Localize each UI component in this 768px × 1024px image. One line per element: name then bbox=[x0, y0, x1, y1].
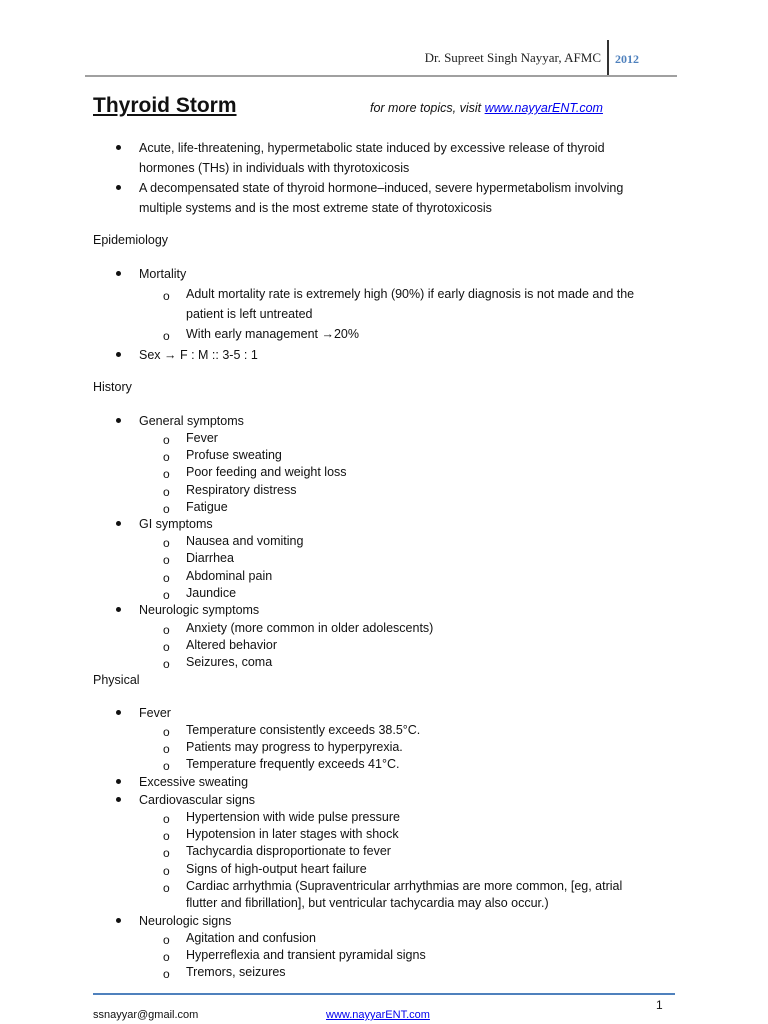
fever-item: Temperature frequently exceeds 41°C. bbox=[186, 757, 400, 771]
mortality-item1-line1: Adult mortality rate is extremely high (90%) if early diagnosis is not made and the bbox=[186, 287, 635, 301]
mortality-item2: With early management →20% bbox=[186, 327, 359, 341]
general-symptom-item: Fatigue bbox=[186, 500, 228, 514]
circle-bullet-icon: o bbox=[163, 829, 170, 843]
circle-bullet-icon: o bbox=[163, 864, 170, 878]
page-number: 1 bbox=[656, 998, 663, 1012]
circle-bullet-icon: o bbox=[163, 881, 170, 895]
bullet-icon bbox=[116, 521, 121, 526]
header-rule bbox=[85, 75, 677, 77]
history-heading: History bbox=[93, 380, 132, 394]
fever-item: Temperature consistently exceeds 38.5°C. bbox=[186, 723, 421, 737]
cardio-arrhythmia-line1: Cardiac arrhythmia (Supraventricular arrhythmias are more common, [eg, atrial bbox=[186, 879, 623, 893]
circle-bullet-icon: o bbox=[163, 657, 170, 671]
gi-symptom-item: Diarrhea bbox=[186, 551, 234, 565]
intro-1-line1: Acute, life-threatening, hypermetabolic state induced by excessive release of thyroid bbox=[139, 141, 605, 155]
visit-note bbox=[370, 101, 603, 115]
circle-bullet-icon: o bbox=[163, 846, 170, 860]
circle-bullet-icon: o bbox=[163, 967, 170, 981]
circle-bullet-icon: o bbox=[163, 725, 170, 739]
circle-bullet-icon: o bbox=[163, 950, 170, 964]
cardio-item: Signs of high-output heart failure bbox=[186, 862, 367, 876]
mortality-item1-line2: patient is left untreated bbox=[186, 307, 313, 321]
bullet-icon bbox=[116, 185, 121, 190]
circle-bullet-icon: o bbox=[163, 640, 170, 654]
cardio-item: Tachycardia disproportionate to fever bbox=[186, 844, 391, 858]
gi-symptom-item: Abdominal pain bbox=[186, 569, 273, 583]
circle-bullet-icon: o bbox=[163, 812, 170, 826]
general-symptom-item: Respiratory distress bbox=[186, 483, 297, 497]
circle-bullet-icon: o bbox=[163, 467, 170, 481]
bullet-icon bbox=[116, 710, 121, 715]
excessive-sweating: Excessive sweating bbox=[139, 775, 249, 789]
intro-2-line1: A decompensated state of thyroid hormone–induced, severe hypermetabolism involving bbox=[139, 181, 624, 195]
intro-1-line2: hormones (THs) in individuals with thyrotoxicosis bbox=[139, 161, 410, 175]
bullet-icon bbox=[116, 607, 121, 612]
fever-label: Fever bbox=[139, 706, 171, 720]
header-author: Dr. Supreet Singh Nayyar, AFMC bbox=[424, 50, 601, 65]
bullet-icon bbox=[116, 779, 121, 784]
circle-bullet-icon: o bbox=[163, 571, 170, 585]
neuro-sign-item: Tremors, seizures bbox=[186, 965, 286, 979]
mortality-label: Mortality bbox=[139, 267, 187, 281]
general-symptom-item: Fever bbox=[186, 431, 218, 445]
gi-symptom-item: Nausea and vomiting bbox=[186, 534, 304, 548]
cardio-item: Hypertension with wide pulse pressure bbox=[186, 810, 400, 824]
bullet-icon bbox=[116, 145, 121, 150]
circle-bullet-icon: o bbox=[163, 536, 170, 550]
neurologic-symptoms-label: Neurologic symptoms bbox=[139, 603, 260, 617]
footer-site-link[interactable]: www.nayyarENT.com bbox=[326, 1009, 430, 1021]
page-title: Thyroid Storm bbox=[93, 94, 237, 117]
cardio-arrhythmia-line2: flutter and fibrillation], but ventricular tachycardia may also occur.) bbox=[186, 896, 549, 910]
header-year: 2012 bbox=[615, 52, 639, 66]
neuro-symptom-item: Anxiety (more common in older adolescents) bbox=[186, 621, 434, 635]
visit-prefix: for more topics, visit bbox=[370, 101, 485, 115]
neuro-sign-item: Hyperreflexia and transient pyramidal signs bbox=[186, 948, 426, 962]
general-symptoms-label: General symptoms bbox=[139, 414, 244, 428]
circle-bullet-icon: o bbox=[163, 742, 170, 756]
footer-email: ssnayyar@gmail.com bbox=[93, 1009, 199, 1021]
circle-bullet-icon: o bbox=[163, 933, 170, 947]
bullet-icon bbox=[116, 352, 121, 357]
gi-symptoms-label: GI symptoms bbox=[139, 517, 213, 531]
circle-bullet-icon: o bbox=[163, 502, 170, 516]
general-symptom-item: Poor feeding and weight loss bbox=[186, 465, 347, 479]
circle-bullet-icon: o bbox=[163, 329, 170, 343]
circle-bullet-icon: o bbox=[163, 623, 170, 637]
general-symptom-item: Profuse sweating bbox=[186, 448, 282, 462]
neurologic-signs-label: Neurologic signs bbox=[139, 914, 232, 928]
cardio-item: Hypotension in later stages with shock bbox=[186, 827, 399, 841]
circle-bullet-icon: o bbox=[163, 433, 170, 447]
neuro-symptom-item: Altered behavior bbox=[186, 638, 278, 652]
bullet-icon bbox=[116, 271, 121, 276]
circle-bullet-icon: o bbox=[163, 553, 170, 567]
header-divider bbox=[607, 40, 609, 76]
circle-bullet-icon: o bbox=[163, 485, 170, 499]
fever-item: Patients may progress to hyperpyrexia. bbox=[186, 740, 403, 754]
physical-heading: Physical bbox=[93, 673, 140, 687]
circle-bullet-icon: o bbox=[163, 450, 170, 464]
circle-bullet-icon: o bbox=[163, 588, 170, 602]
neuro-symptom-item: Seizures, coma bbox=[186, 655, 273, 669]
gi-symptom-item: Jaundice bbox=[186, 586, 237, 600]
bullet-icon bbox=[116, 418, 121, 423]
footer-rule bbox=[93, 993, 675, 995]
visit-link[interactable]: www.nayyarENT.com bbox=[484, 101, 603, 115]
bullet-icon bbox=[116, 797, 121, 802]
neuro-sign-item: Agitation and confusion bbox=[186, 931, 316, 945]
circle-bullet-icon: o bbox=[163, 759, 170, 773]
circle-bullet-icon: o bbox=[163, 289, 170, 303]
intro-2-line2: multiple systems and is the most extreme state of thyrotoxicosis bbox=[139, 201, 492, 215]
bullet-icon bbox=[116, 918, 121, 923]
sex-ratio: Sex → F : M :: 3-5 : 1 bbox=[139, 348, 258, 362]
epidemiology-heading: Epidemiology bbox=[93, 233, 169, 247]
cardiovascular-signs-label: Cardiovascular signs bbox=[139, 793, 256, 807]
